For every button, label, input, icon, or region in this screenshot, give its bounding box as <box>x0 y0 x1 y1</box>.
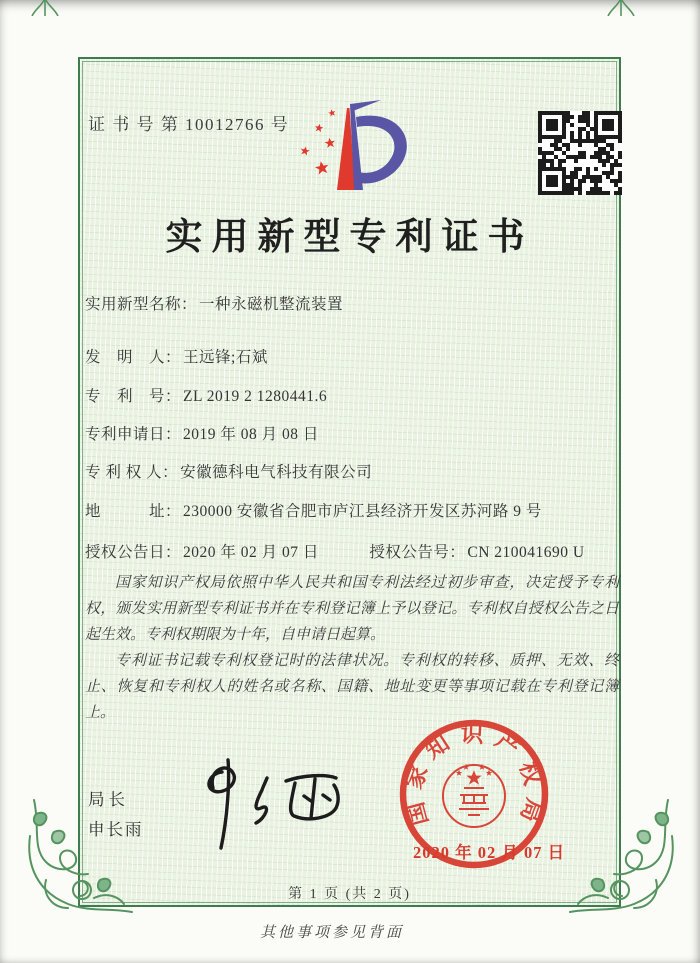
field-label: 地 址： <box>85 503 182 520</box>
director-title-label: 局长 <box>88 790 129 809</box>
legal-paragraph-2: 专利证书记载专利权登记时的法律状况。专利权的转移、质押、无效、终止、恢复和专利权人的姓名或名称、国籍、地址变更等事项记载在专利登记簿上。 <box>85 653 619 721</box>
field-value: 一种永磁机整流装置 <box>199 296 344 313</box>
field-label: 专利申请日： <box>85 426 182 443</box>
field-label: 发 明 人： <box>85 349 182 366</box>
seal-ring-text: 国家知识产权局 <box>400 721 548 835</box>
field-label: 实用新型名称： <box>85 296 198 313</box>
field-grant-info <box>85 540 620 562</box>
page-number: 第 1 页 (共 2 页) <box>288 887 411 902</box>
director-signature <box>183 752 355 852</box>
field-label: 授权公告号： <box>369 544 466 561</box>
field-value: 230000 安徽省合肥市庐江县经济开发区苏河路 9 号 <box>183 503 542 520</box>
field-address <box>85 499 620 521</box>
field-label: 专 利 权 人： <box>85 464 179 481</box>
certificate-number: 证 书 号 第 10012766 号 <box>88 115 290 134</box>
field-label: 专 利 号： <box>85 388 182 405</box>
top-left-ornament-icon <box>28 0 62 16</box>
field-grant-number <box>369 544 584 561</box>
seal-date: 2020 年 02 月 07 日 <box>413 843 566 862</box>
field-label: 授权公告日： <box>85 544 182 561</box>
top-right-ornament-icon <box>604 0 638 16</box>
field-patentee <box>85 460 620 482</box>
field-utility-model-name <box>85 292 620 314</box>
field-value: 2020 年 02 月 07 日 <box>183 544 319 561</box>
field-inventor <box>85 345 620 367</box>
legal-paragraph-1: 国家知识产权局依照中华人民共和国专利法经过初步审查，决定授予专利权，颁发实用新型专利证书并在专利登记簿上予以登记。专利权自授权公告之日起生效。专利权期限为十年，自申请日起算。 <box>85 575 619 643</box>
field-value: 2019 年 08 月 08 日 <box>183 426 319 443</box>
field-value: 安徽德科电气科技有限公司 <box>180 464 373 481</box>
qr-code <box>538 111 622 195</box>
legal-text-block <box>85 570 619 726</box>
national-emblem-icon <box>443 764 505 827</box>
field-grant-date <box>85 540 365 562</box>
cnipa-patent-logo-icon <box>281 98 439 194</box>
back-side-note: 其他事项参见背面 <box>259 925 404 941</box>
field-value: ZL 2019 2 1280441.6 <box>183 388 328 405</box>
field-value: 王远锋;石斌 <box>183 349 268 366</box>
field-value: CN 210041690 U <box>467 544 585 561</box>
certificate-title: 实用新型专利证书 <box>165 217 534 258</box>
field-patent-number <box>85 384 620 406</box>
director-name-label: 申长雨 <box>88 820 144 839</box>
field-filing-date <box>85 422 620 444</box>
